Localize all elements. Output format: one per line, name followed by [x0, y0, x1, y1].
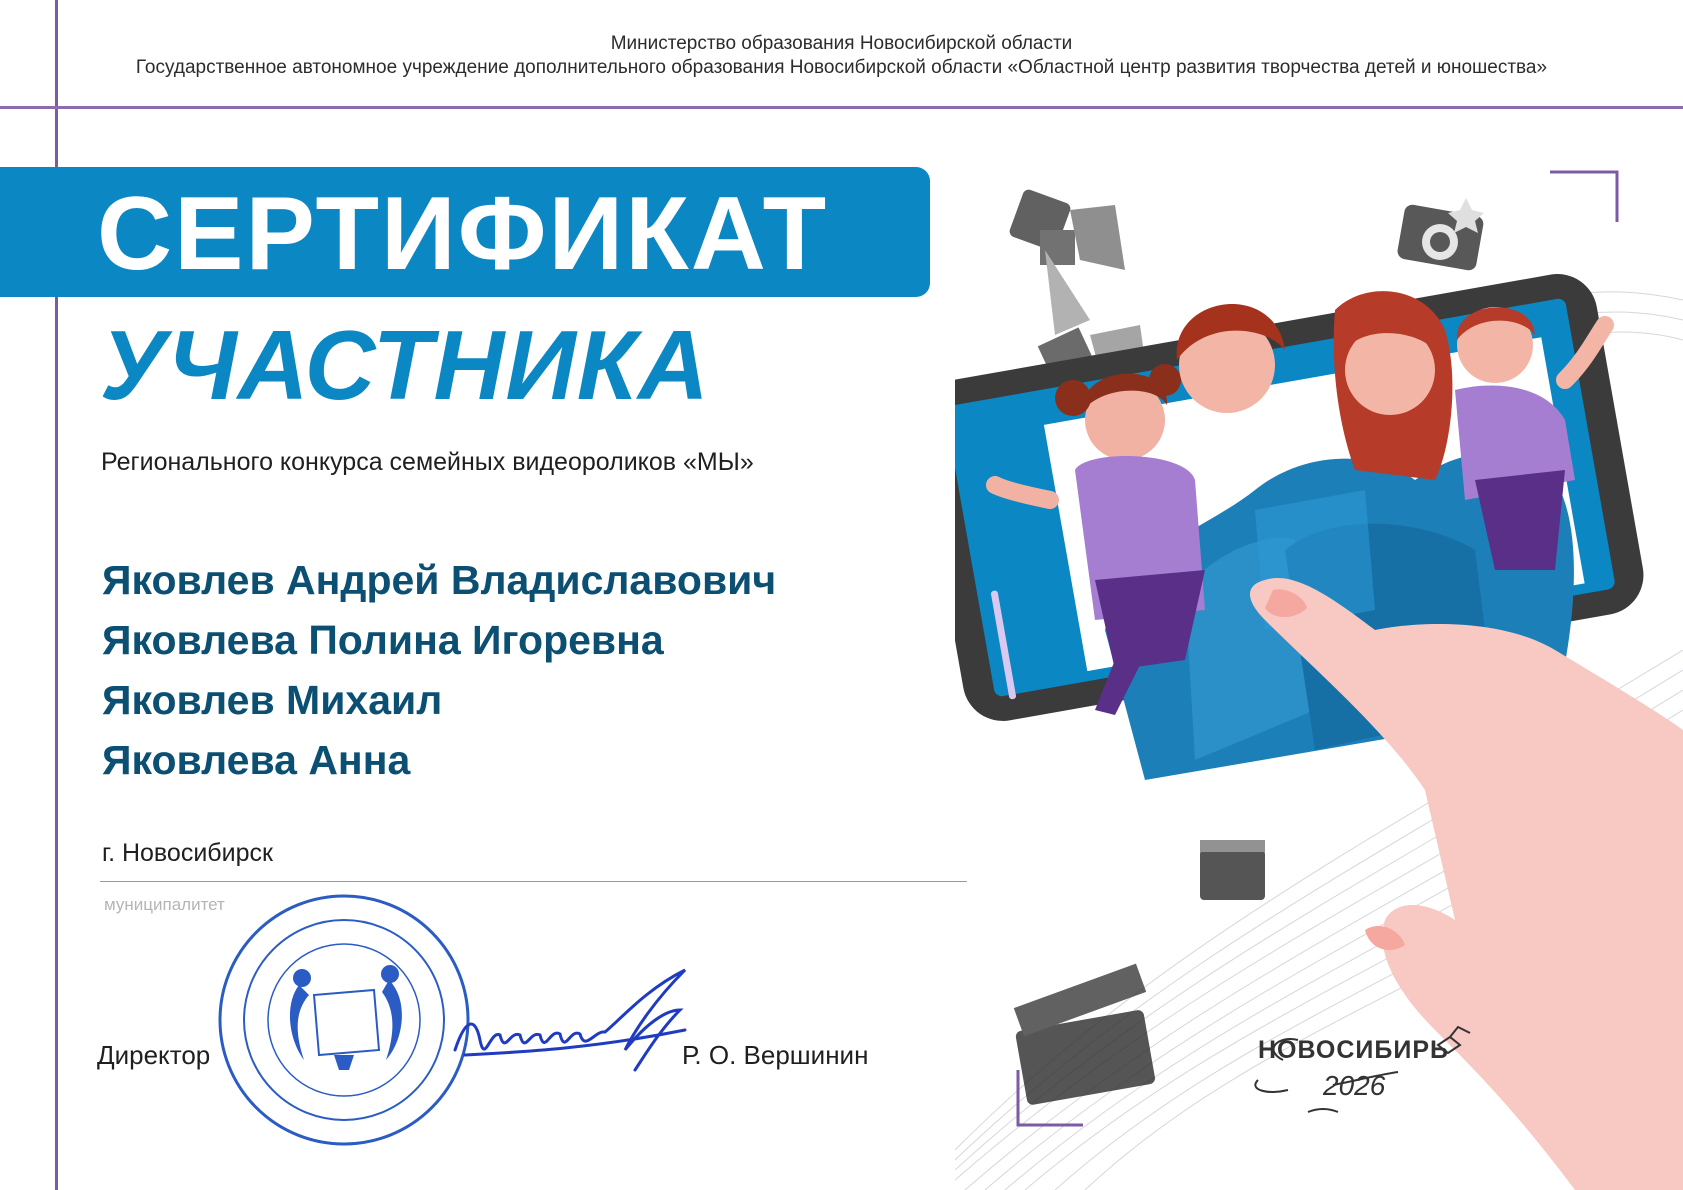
clapperboard-icon	[1014, 840, 1265, 1106]
camera-icon	[1396, 198, 1484, 272]
brand-logo-text: НОВОСИБИРЬ	[1258, 1036, 1449, 1064]
city-underline	[100, 881, 967, 882]
header-institution: Государственное автономное учреждение дополнительного образования Новосибирской области «Областной центр развития творчества детей и юношества»	[135, 57, 1548, 78]
corner-bracket-top	[1550, 172, 1617, 222]
header	[0, 32, 1683, 80]
coat-of-arms-icon	[290, 965, 402, 1070]
participant-name: Яковлев Михаил	[102, 677, 443, 723]
director-name: Р. О. Вершинин	[682, 1040, 869, 1070]
certificate-subtitle: УЧАСТНИКА	[100, 310, 710, 420]
director-label: Директор	[97, 1040, 211, 1070]
official-stamp	[214, 890, 474, 1150]
participant-name: Яковлев Андрей Владиславович	[102, 557, 777, 603]
contest-name: Регионального конкурса семейных видеороликов «МЫ»	[101, 448, 754, 476]
participant-name: Яковлева Полина Игоревна	[102, 617, 664, 663]
participant-name: Яковлева Анна	[102, 737, 411, 783]
header-ministry: Министерство образования Новосибирской области	[610, 33, 1073, 54]
brand-year: 2026	[1323, 1070, 1386, 1101]
frame-horizontal-line	[0, 106, 1683, 109]
participant-names	[102, 550, 776, 790]
city: г. Новосибирск	[102, 839, 273, 867]
certificate-title: СЕРТИФИКАТ	[97, 176, 829, 292]
municipality-label: муниципалитет	[104, 895, 225, 914]
